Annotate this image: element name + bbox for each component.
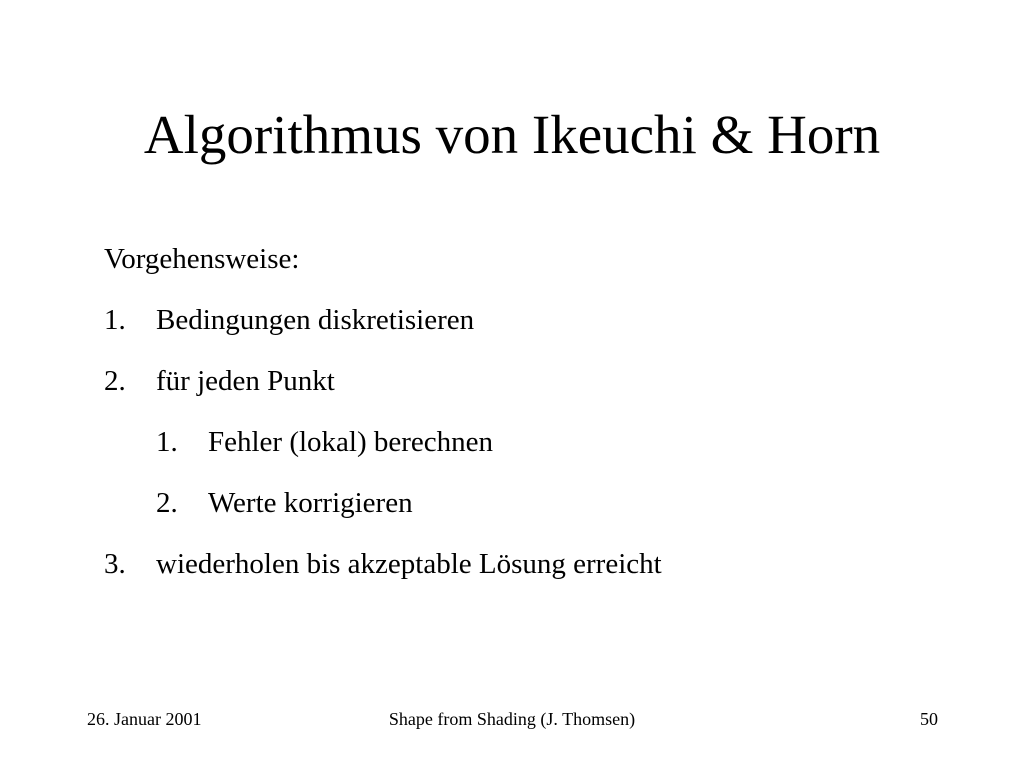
list-item-3 <box>104 542 964 603</box>
list-item-1 <box>104 298 964 359</box>
intro-text: Vorgehensweise: <box>104 243 300 275</box>
sub-list-item-1 <box>104 420 964 481</box>
list-item-2 <box>104 359 964 420</box>
footer-title: Shape from Shading (J. Thomsen) <box>388 709 636 729</box>
footer-date: 26. Januar 2001 <box>87 709 202 729</box>
page-number: 50 <box>920 709 938 729</box>
sub-list-item-number: 2. <box>156 487 178 519</box>
list-item-text: wiederholen bis akzeptable Lösung erreicht <box>156 548 662 580</box>
sub-list-item-text: Fehler (lokal) berechnen <box>208 426 494 458</box>
list-item-text: für jeden Punkt <box>156 365 335 397</box>
list-item-number: 2. <box>104 365 126 397</box>
list-item-number: 3. <box>104 548 126 580</box>
list-item-number: 1. <box>104 304 126 336</box>
slide-content <box>104 237 964 603</box>
sub-list-item-text: Werte korrigieren <box>208 487 413 519</box>
list-item-text: Bedingungen diskretisieren <box>156 304 475 336</box>
sub-list-item-number: 1. <box>156 426 178 458</box>
sub-list-item-2 <box>104 481 964 542</box>
intro-line <box>104 237 964 298</box>
slide-title: Algorithmus von Ikeuchi & Horn <box>143 104 881 165</box>
